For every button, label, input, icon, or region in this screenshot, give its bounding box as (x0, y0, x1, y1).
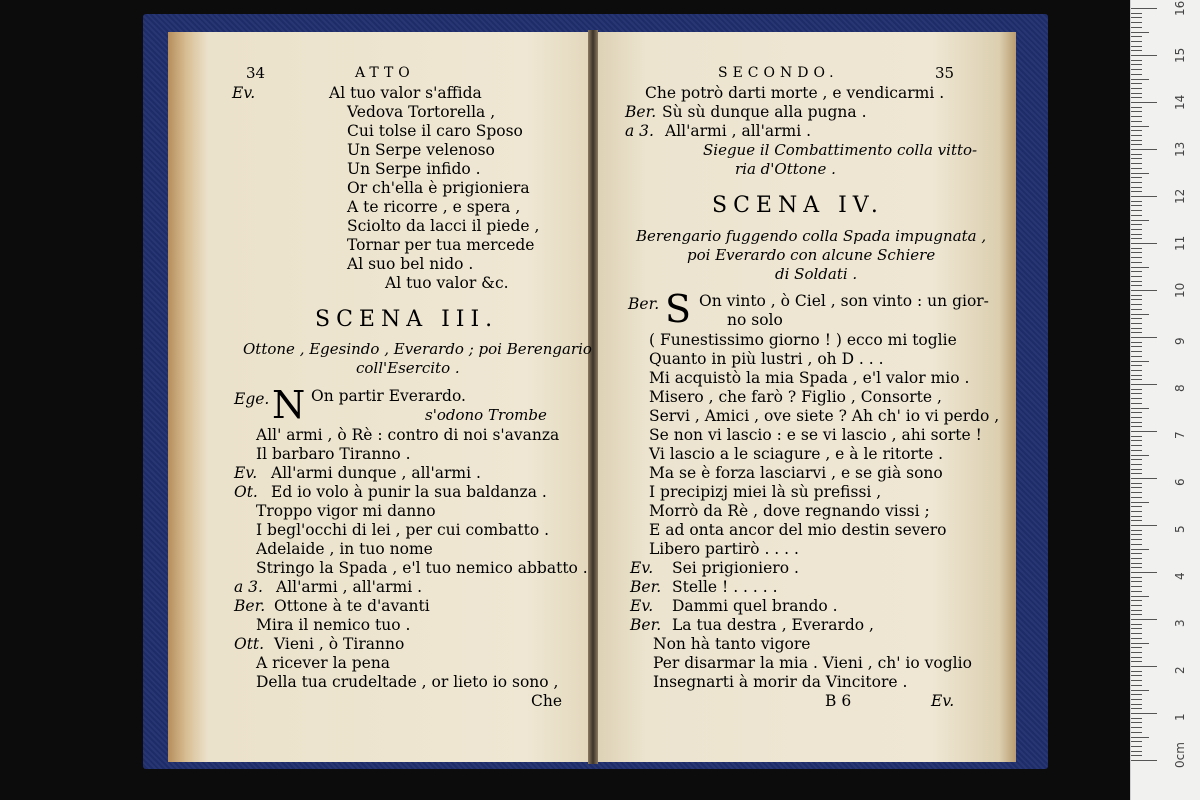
verse-line: Un Serpe infido . (347, 160, 481, 178)
ruler-tick (1131, 154, 1142, 155)
ruler-tick (1131, 32, 1149, 33)
ruler-tick (1131, 685, 1142, 686)
ruler-tick (1131, 563, 1142, 564)
dialogue-line: Se non vi lascio : e se vi lascio , ahi sorte ! (649, 426, 982, 444)
dialogue-line: E ad onta ancor del mio destin severo (649, 521, 947, 539)
dialogue-line: Stringo la Spada , e'l tuo nemico abbatto . (256, 559, 588, 577)
ruler-tick (1131, 182, 1142, 183)
dialogue-line: Troppo vigor mi danno (256, 502, 436, 520)
ruler-tick (1131, 737, 1149, 738)
speaker-label: Ber. (630, 616, 662, 634)
ruler-tick (1131, 680, 1142, 681)
ruler-tick (1131, 713, 1157, 714)
ruler-tick (1131, 257, 1142, 258)
verse-line: Tornar per tua mercede (347, 236, 535, 254)
ruler-tick (1131, 74, 1142, 75)
ruler-tick (1131, 450, 1142, 451)
ruler-tick (1131, 398, 1142, 399)
verse-line: Cui tolse il caro Sposo (347, 122, 523, 140)
ruler-tick (1131, 469, 1142, 470)
ruler-tick (1131, 248, 1142, 249)
dialogue-line: I begl'occhi di lei , per cui combatto . (256, 521, 550, 539)
ruler-label: 16 (1173, 0, 1187, 16)
dialogue-line: Servi , Amici , ove siete ? Ah ch' io vi perdo , (649, 407, 1000, 425)
dialogue-line: Mi acquistò la mia Spada , e'l valor mio . (649, 369, 970, 387)
ruler-tick (1131, 741, 1142, 742)
ruler-label: 11 (1173, 235, 1187, 251)
ruler-tick (1131, 577, 1142, 578)
dialogue-line: Vi lascio a le sciagure , e à le ritorte . (649, 445, 944, 463)
ruler-tick (1131, 525, 1157, 526)
ruler-tick (1131, 610, 1142, 611)
speaker-label: Ber. (234, 597, 266, 615)
ruler-tick (1131, 600, 1142, 601)
ruler-tick (1131, 314, 1149, 315)
dialogue-line: All'armi dunque , all'armi . (271, 464, 481, 482)
ruler-tick (1131, 304, 1142, 305)
speaker-label: Ege. (234, 390, 270, 408)
speaker-label: Ott. (234, 635, 265, 653)
ruler-tick (1131, 243, 1157, 244)
stage-direction: Ottone , Egesindo , Everardo ; poi Berengario (243, 340, 592, 358)
book-gutter (588, 30, 598, 764)
ruler-tick (1131, 502, 1149, 503)
right-page-number: 35 (935, 64, 955, 82)
drop-cap: N (272, 383, 306, 427)
ruler-tick (1131, 337, 1157, 338)
verse-line: Vedova Tortorella , (347, 103, 496, 121)
ruler-label: 5 (1173, 525, 1187, 533)
dialogue-line: Stelle ! . . . . . (672, 578, 778, 596)
dialogue-line: Vieni , ò Tiranno (274, 635, 405, 653)
ruler-tick (1131, 393, 1142, 394)
dialogue-line: All'armi , all'armi . (276, 578, 423, 596)
verse-line: Al suo bel nido . (347, 255, 474, 273)
ruler-tick (1131, 431, 1157, 432)
ruler-tick (1131, 746, 1142, 747)
ruler-tick (1131, 361, 1149, 362)
ruler-tick (1131, 8, 1157, 9)
ruler-tick (1131, 445, 1142, 446)
dialogue-line: Ed io volo à punir la sua baldanza . (271, 483, 547, 501)
speaker-label: Ev. (630, 559, 654, 577)
ruler-label: 1 (1173, 713, 1187, 721)
stage-direction: s'odono Trombe (425, 406, 547, 424)
ruler-tick (1131, 727, 1142, 728)
ruler-tick (1131, 375, 1142, 376)
ruler-tick (1131, 544, 1142, 545)
ruler-tick (1131, 436, 1142, 437)
signature-mark: B 6 (825, 692, 852, 710)
speaker-label: a 3. (234, 578, 263, 596)
ruler-tick (1131, 271, 1142, 272)
ruler-label: 8 (1173, 384, 1187, 392)
left-running-head: ATTO (355, 65, 415, 81)
ruler-tick (1131, 116, 1142, 117)
ruler-tick (1131, 440, 1142, 441)
ruler-tick (1131, 657, 1142, 658)
verse-line: All'armi , all'armi . (665, 122, 812, 140)
stage-direction: coll'Esercito . (356, 359, 460, 377)
ruler-tick (1131, 652, 1142, 653)
ruler-tick (1131, 281, 1142, 282)
ruler-tick (1131, 760, 1157, 761)
ruler-tick (1131, 671, 1142, 672)
dialogue-line: All' armi , ò Rè : contro di noi s'avanza (256, 426, 560, 444)
dialogue-line: Libero partirò . . . . (649, 540, 799, 558)
ruler-label: 4 (1173, 572, 1187, 580)
dialogue-line: no solo (727, 311, 783, 329)
ruler-tick (1131, 520, 1142, 521)
dialogue-line: Della tua crudeltade , or lieto io sono , (256, 673, 559, 691)
verse-line: Al tuo valor s'affida (329, 84, 482, 102)
ruler-tick (1131, 408, 1149, 409)
verse-line: Un Serpe velenoso (347, 141, 495, 159)
dialogue-line: Morrò da Rè , dove regnando vissi ; (649, 502, 930, 520)
ruler-tick (1131, 17, 1142, 18)
dialogue-line: Insegnarti à morir da Vincitore . (653, 673, 908, 691)
ruler-tick (1131, 516, 1142, 517)
ruler-tick (1131, 299, 1142, 300)
ruler-tick (1131, 483, 1142, 484)
ruler-tick (1131, 464, 1142, 465)
ruler-label: 0cm (1173, 742, 1187, 768)
ruler-tick (1131, 619, 1157, 620)
dialogue-line: Per disarmar la mia . Vieni , ch' io voglio (653, 654, 972, 672)
ruler-tick (1131, 290, 1157, 291)
ruler-tick (1131, 93, 1142, 94)
dialogue-line: On vinto , ò Ciel , son vinto : un gior- (699, 292, 989, 310)
ruler-tick (1131, 624, 1142, 625)
ruler-tick (1131, 722, 1142, 723)
dialogue-line: Sei prigioniero . (672, 559, 799, 577)
ruler-tick (1131, 511, 1142, 512)
ruler-tick (1131, 581, 1142, 582)
ruler-tick (1131, 365, 1142, 366)
ruler-tick (1131, 534, 1142, 535)
ruler-tick (1131, 191, 1142, 192)
speaker-label: Ev. (630, 597, 654, 615)
catchword: Ev. (931, 692, 955, 710)
ruler-tick (1131, 647, 1142, 648)
catchword: Che (531, 692, 563, 710)
ruler-tick (1131, 553, 1142, 554)
dialogue-line: A ricever la pena (256, 654, 391, 672)
verse-line: Al tuo valor &c. (385, 274, 509, 292)
ruler-tick (1131, 690, 1149, 691)
ruler-tick (1131, 79, 1149, 80)
dialogue-line: I precipizj miei là sù prefissi , (649, 483, 882, 501)
ruler-tick (1131, 135, 1142, 136)
ruler-tick (1131, 168, 1142, 169)
ruler-tick (1131, 567, 1142, 568)
ruler-tick (1131, 666, 1157, 667)
ruler-tick (1131, 422, 1142, 423)
ruler-tick (1131, 267, 1149, 268)
ruler-tick (1131, 530, 1142, 531)
dialogue-line: Adelaide , in tuo nome (256, 540, 433, 558)
ruler-tick (1131, 215, 1142, 216)
ruler-tick (1131, 389, 1142, 390)
ruler-tick (1131, 309, 1142, 310)
verse-line: Che potrò darti morte , e vendicarmi . (645, 84, 945, 102)
speaker-label: Ber. (630, 578, 662, 596)
ruler-label: 3 (1173, 619, 1187, 627)
ruler-tick (1131, 370, 1142, 371)
ruler-tick (1131, 187, 1142, 188)
ruler-tick (1131, 252, 1142, 253)
measurement-ruler (1130, 0, 1200, 800)
ruler-tick (1131, 158, 1142, 159)
ruler-tick (1131, 558, 1142, 559)
stage-direction: poi Everardo con alcune Schiere (687, 246, 936, 264)
ruler-label: 9 (1173, 337, 1187, 345)
stage-direction: Siegue il Combattimento colla vitto- (703, 141, 978, 159)
ruler-tick (1131, 140, 1142, 141)
ruler-tick (1131, 351, 1142, 352)
ruler-tick (1131, 88, 1142, 89)
dialogue-line: Ottone à te d'avanti (274, 597, 430, 615)
ruler-tick (1131, 473, 1142, 474)
ruler-tick (1131, 149, 1157, 150)
dialogue-line: Misero , che farò ? Figlio , Consorte , (649, 388, 942, 406)
ruler-tick (1131, 417, 1142, 418)
ruler-tick (1131, 412, 1142, 413)
stage-direction: ria d'Ottone . (735, 160, 836, 178)
ruler-tick (1131, 487, 1142, 488)
dialogue-line: ( Funestissimo giorno ! ) ecco mi toglie (649, 331, 957, 349)
ruler-tick (1131, 262, 1142, 263)
ruler-label: 10 (1173, 282, 1187, 298)
ruler-tick (1131, 342, 1142, 343)
ruler-tick (1131, 628, 1142, 629)
ruler-tick (1131, 478, 1157, 479)
ruler-tick (1131, 384, 1157, 385)
ruler-tick (1131, 83, 1142, 84)
ruler-tick (1131, 605, 1142, 606)
verse-line: A te ricorre , e spera , (347, 198, 521, 216)
scene-title: SCENA IV. (712, 193, 884, 218)
ruler-tick (1131, 173, 1149, 174)
ruler-tick (1131, 205, 1142, 206)
ruler-tick (1131, 210, 1142, 211)
ruler-tick (1131, 130, 1142, 131)
ruler-tick (1131, 224, 1142, 225)
ruler-tick (1131, 572, 1157, 573)
ruler-tick (1131, 121, 1142, 122)
ruler-tick (1131, 229, 1142, 230)
ruler-tick (1131, 27, 1142, 28)
ruler-tick (1131, 318, 1142, 319)
ruler-tick (1131, 346, 1142, 347)
stage-direction: di Soldati . (775, 265, 858, 283)
ruler-tick (1131, 694, 1142, 695)
ruler-tick (1131, 163, 1142, 164)
ruler-tick (1131, 64, 1142, 65)
ruler-tick (1131, 699, 1142, 700)
drop-cap: S (665, 287, 692, 331)
ruler-tick (1131, 591, 1142, 592)
ruler-tick (1131, 506, 1142, 507)
ruler-tick (1131, 497, 1142, 498)
verse-line: Sù sù dunque alla pugna . (662, 103, 867, 121)
ruler-tick (1131, 285, 1142, 286)
ruler-tick (1131, 539, 1142, 540)
ruler-label: 2 (1173, 666, 1187, 674)
ruler-label: 7 (1173, 431, 1187, 439)
ruler-tick (1131, 751, 1142, 752)
ruler-tick (1131, 111, 1142, 112)
ruler-tick (1131, 60, 1142, 61)
ruler-tick (1131, 50, 1142, 51)
ruler-tick (1131, 675, 1142, 676)
verse-line: Sciolto da lacci il piede , (347, 217, 540, 235)
ruler-tick (1131, 638, 1142, 639)
ruler-tick (1131, 755, 1142, 756)
ruler-tick (1131, 220, 1149, 221)
ruler-tick (1131, 177, 1142, 178)
ruler-tick (1131, 596, 1149, 597)
ruler-tick (1131, 328, 1142, 329)
ruler-label: 12 (1173, 188, 1187, 204)
dialogue-line: Ma se è forza lasciarvi , e se già sono (649, 464, 943, 482)
ruler-tick (1131, 586, 1142, 587)
ruler-label: 13 (1173, 141, 1187, 157)
dialogue-line: La tua destra , Everardo , (672, 616, 874, 634)
ruler-tick (1131, 196, 1157, 197)
ruler-tick (1131, 732, 1142, 733)
speaker-label: Ev. (234, 464, 258, 482)
ruler-tick (1131, 36, 1142, 37)
ruler-tick (1131, 41, 1142, 42)
verse-line: Or ch'ella è prigioniera (347, 179, 530, 197)
ruler-tick (1131, 97, 1142, 98)
ruler-tick (1131, 643, 1149, 644)
ruler-tick (1131, 238, 1142, 239)
ruler-tick (1131, 13, 1142, 14)
ruler-tick (1131, 201, 1142, 202)
ruler-tick (1131, 492, 1142, 493)
speaker-label: Ber. (628, 295, 660, 313)
ruler-tick (1131, 102, 1157, 103)
dialogue-line: Mira il nemico tuo . (256, 616, 411, 634)
ruler-tick (1131, 126, 1149, 127)
stage-direction: Berengario fuggendo colla Spada impugnata , (636, 227, 987, 245)
speaker-label: Ber. (625, 103, 657, 121)
ruler-tick (1131, 234, 1142, 235)
ruler-tick (1131, 22, 1142, 23)
ruler-label: 14 (1173, 94, 1187, 110)
right-running-head: SECONDO. (718, 65, 839, 81)
ruler-tick (1131, 46, 1142, 47)
dialogue-line: On partir Everardo. (311, 387, 466, 405)
ruler-tick (1131, 55, 1157, 56)
ruler-tick (1131, 276, 1142, 277)
ruler-tick (1131, 403, 1142, 404)
ruler-tick (1131, 332, 1142, 333)
ruler-tick (1131, 718, 1142, 719)
ruler-tick (1131, 633, 1142, 634)
ruler-tick (1131, 323, 1142, 324)
ruler-tick (1131, 295, 1142, 296)
ruler-tick (1131, 107, 1142, 108)
ruler-tick (1131, 455, 1149, 456)
ruler-tick (1131, 379, 1142, 380)
ruler-tick (1131, 614, 1142, 615)
ruler-tick (1131, 549, 1149, 550)
ruler-tick (1131, 144, 1142, 145)
speaker-label: a 3. (625, 122, 654, 140)
ruler-tick (1131, 704, 1142, 705)
speaker-label: Ev. (232, 84, 256, 102)
dialogue-line: Il barbaro Tiranno . (256, 445, 411, 463)
ruler-label: 6 (1173, 478, 1187, 486)
left-page-number: 34 (246, 64, 266, 82)
dialogue-line: Quanto in più lustri , oh D . . . (649, 350, 884, 368)
ruler-label: 15 (1173, 47, 1187, 63)
ruler-tick (1131, 661, 1142, 662)
speaker-label: Ot. (234, 483, 258, 501)
ruler-tick (1131, 69, 1142, 70)
dialogue-line: Non hà tanto vigore (653, 635, 811, 653)
ruler-tick (1131, 426, 1142, 427)
ruler-tick (1131, 356, 1142, 357)
dialogue-line: Dammi quel brando . (672, 597, 838, 615)
ruler-tick (1131, 708, 1142, 709)
scene-title: SCENA III. (315, 307, 499, 332)
ruler-tick (1131, 459, 1142, 460)
